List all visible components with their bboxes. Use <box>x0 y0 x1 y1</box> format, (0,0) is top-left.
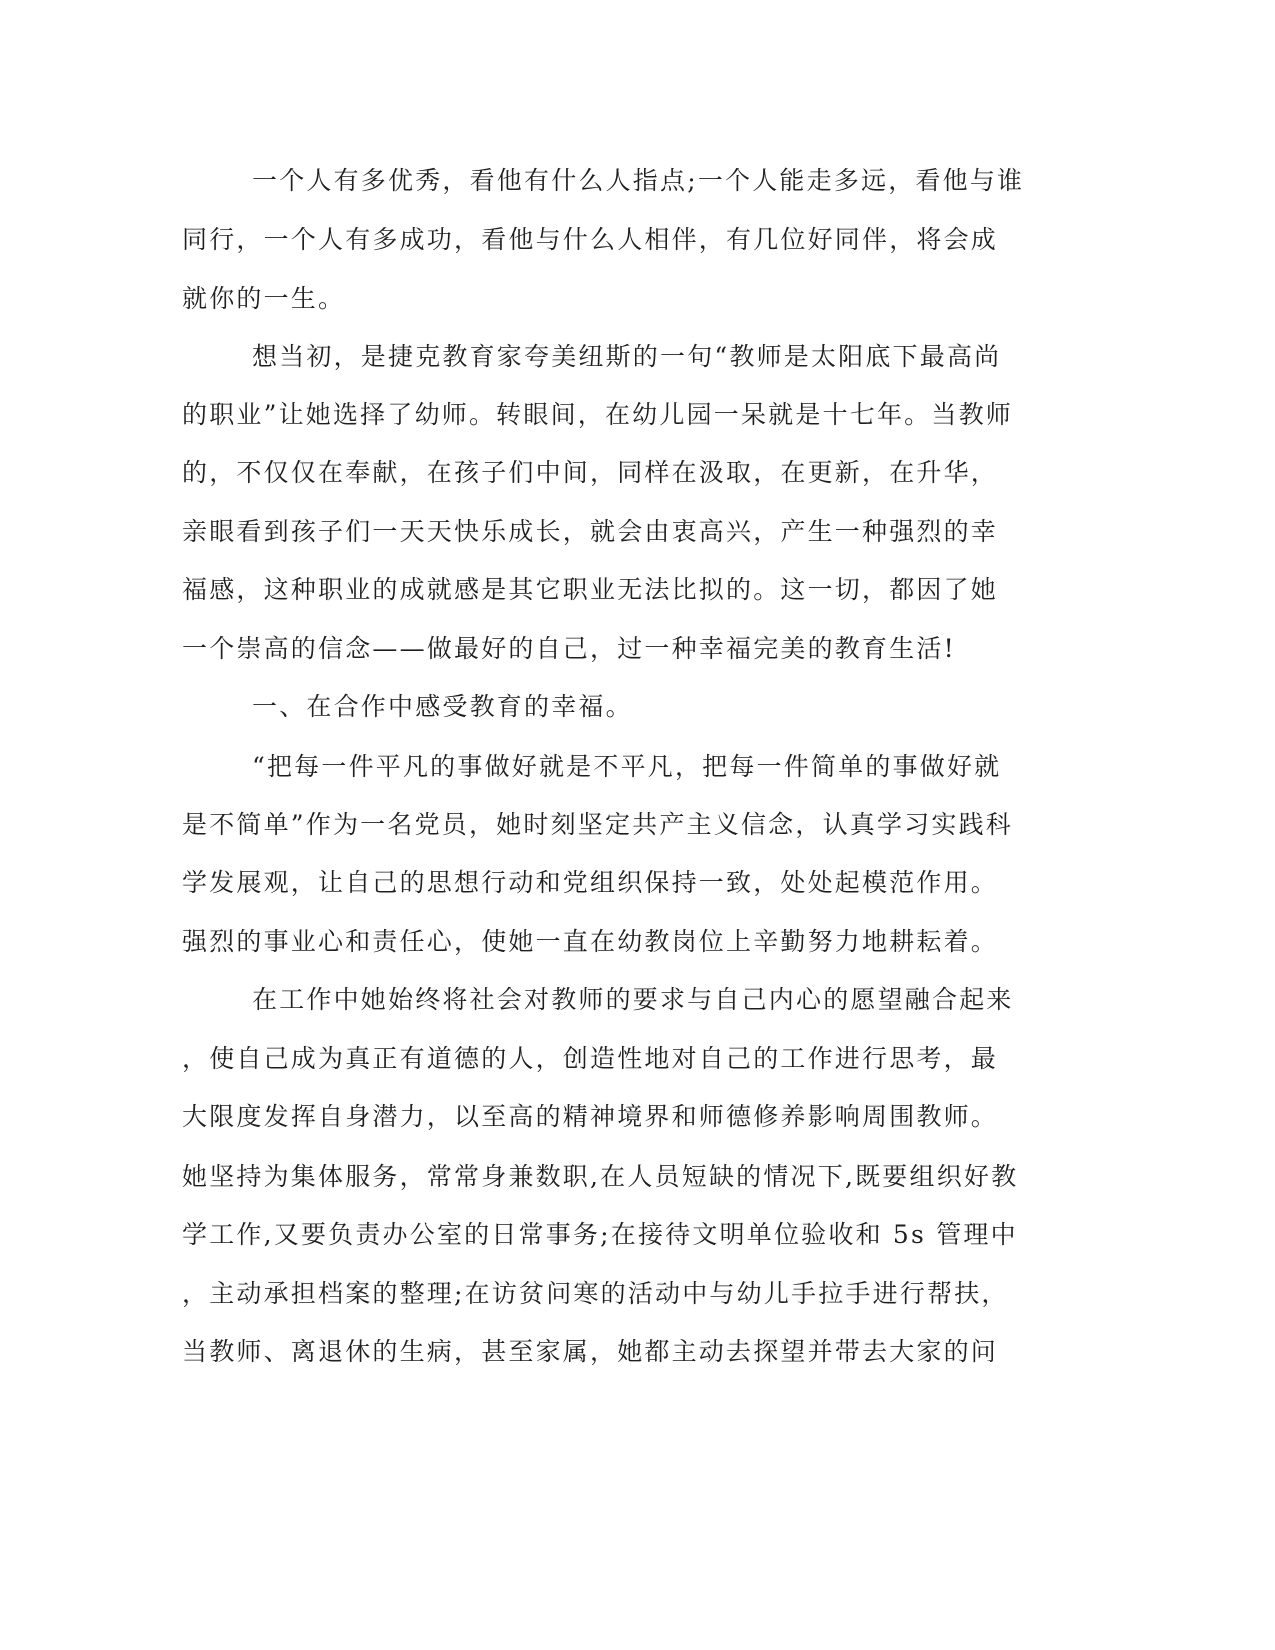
text-line: 想当初，是捷克教育家夸美纽斯的一句“教师是太阳底下最高尚 <box>252 342 1002 371</box>
text-line: ，主动承担档案的整理;在访贫问寒的活动中与幼儿手拉手进行帮扶， <box>182 1279 1009 1308</box>
text-line: 的，不仅仅在奉献，在孩子们中间，同样在汲取，在更新，在升华， <box>182 458 999 487</box>
text-line: 是不简单”作为一名党员，她时刻坚定共产主义信念，认真学习实践科 <box>182 810 1013 839</box>
text-line: 福感，这种职业的成就感是其它职业无法比拟的。这一切，都因了她 <box>182 575 999 604</box>
text-line: 学发展观，让自己的思想行动和党组织保持一致，处处起模范作用。 <box>182 868 999 897</box>
text-line: 当教师、离退休的生病，甚至家属，她都主动去探望并带去大家的问 <box>182 1337 999 1366</box>
text-line: 一个崇高的信念——做最好的自己，过一种幸福完美的教育生活! <box>182 634 956 663</box>
text-line: ，使自己成为真正有道德的人，创造性地对自己的工作进行思考，最 <box>182 1044 999 1073</box>
section-heading: 一、在合作中感受教育的幸福。 <box>252 692 633 721</box>
text-line: 她坚持为集体服务，常常身兼数职,在人员短缺的情况下,既要组织好教 <box>182 1162 1019 1191</box>
text-line: 一个人有多优秀，看他有什么人指点;一个人能走多远，看他与谁 <box>252 166 1025 195</box>
text-line: 亲眼看到孩子们一天天快乐成长，就会由衷高兴，产生一种强烈的幸 <box>182 517 999 546</box>
text-line: 大限度发挥自身潜力，以至高的精神境界和师德修养影响周围教师。 <box>182 1102 999 1131</box>
text-line: 强烈的事业心和责任心，使她一直在幼教岗位上辛勤努力地耕耘着。 <box>182 927 999 956</box>
text-line: 在工作中她始终将社会对教师的要求与自己内心的愿望融合起来 <box>252 985 1014 1014</box>
text-line: “把每一件平凡的事做好就是不平凡，把每一件简单的事做好就 <box>252 752 1002 781</box>
text-line: 同行，一个人有多成功，看他与什么人相伴，有几位好同伴，将会成 <box>182 225 999 254</box>
text-line: 就你的一生。 <box>182 284 346 313</box>
text-line: 的职业”让她选择了幼师。转眼间，在幼儿园一呆就是十七年。当教师 <box>182 400 1013 429</box>
text-line: 学工作,又要负责办公室的日常事务;在接待文明单位验收和 5s 管理中 <box>182 1220 1018 1249</box>
